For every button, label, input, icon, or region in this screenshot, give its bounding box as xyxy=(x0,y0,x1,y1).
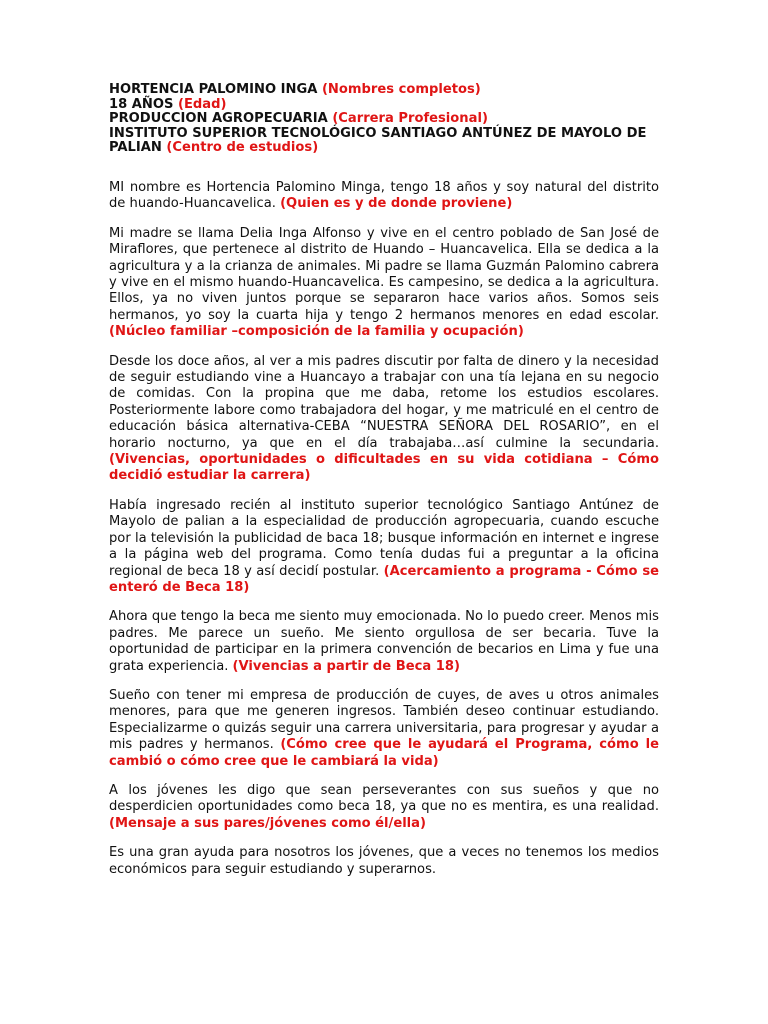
full-name: HORTENCIA PALOMINO INGA xyxy=(109,82,318,97)
paragraph-origin xyxy=(109,180,659,213)
institute-line xyxy=(109,127,659,156)
paragraph-text: Desde los doce años, al ver a mis padres discutir por falta de dinero y la necesidad de seguir estudiando vine a Huancayo a trabajar con una tía lejana en su negocio de comidas. Con la propina que me daba, retome los estudios escolares. Posteriormente labore como trabajadora del hogar, y me matriculé en el centro de educación básica alternativa-CEBA “NUESTRA SEÑORA DEL ROSARIO”, en el horario nocturno, ya que en el día trabajaba…así culmine la secundaria. xyxy=(109,353,659,451)
paragraph-tag: (Acercamiento a programa - Cómo se enteró de Beca 18) xyxy=(109,563,659,595)
paragraph-text: A los jóvenes les digo que sean perseverantes con sus sueños y que no desperdicien oportunidades como beca 18, ya que no es mentira, es una realidad. xyxy=(109,782,659,815)
paragraph-text: Sueño con tener mi empresa de producción de cuyes, de aves u otros animales menores, para que me generen ingresos. También deseo continuar estudiando. Especializarme o quizás seguir una carrera universitaria, para progresar y ayudar a mis padres y hermanos. xyxy=(109,687,659,753)
paragraph-text: Ahora que tengo la beca me siento muy emocionada. No lo puedo creer. Menos mis padres. Me parece un sueño. Me siento orgullosa de ser becaria. Tuve la oportunidad de participar en la primera convención de becarios en Lima y fue una grata experiencia. xyxy=(109,609,659,674)
profile-header xyxy=(109,83,659,156)
name-tag: (Nombres completos) xyxy=(321,82,481,97)
age: 18 AÑOS xyxy=(109,96,174,112)
paragraph-program-approach xyxy=(109,498,659,596)
paragraph-dreams xyxy=(109,688,659,770)
career: PRODUCCION AGROPECUARIA xyxy=(109,111,328,127)
paragraph-family xyxy=(109,226,659,341)
paragraph-text: Mi madre se llama Delia Inga Alfonso y vive en el centro poblado de San José de Miraflores, que pertenece al distrito de Huando – Huancavelica. Ella se dedica a la agricultura y a la crianza de animales. Mi padre se llama Guzmán Palomino cabrera y vive en el mismo huando-Huancavelica. Es campesino, se dedica a la agricultura. Ellos, ya no viven juntos porque se separaron hace varios años. Somos seis hermanos, yo soy la cuarta hija y tengo 2 hermanos menores en edad escolar. xyxy=(109,225,659,323)
paragraph-message xyxy=(109,783,659,832)
paragraph-experiences xyxy=(109,354,659,485)
name-line xyxy=(109,83,659,98)
paragraph-tag: (Núcleo familiar –composición de la familia y ocupación) xyxy=(109,324,524,340)
paragraph-beca-experience xyxy=(109,609,659,675)
paragraph-closing xyxy=(109,845,659,878)
paragraph-tag: (Vivencias, oportunidades o dificultades en su vida cotidiana – Cómo decidió estudiar la carrera) xyxy=(109,452,659,484)
age-line xyxy=(109,98,659,113)
age-tag: (Edad) xyxy=(178,96,227,112)
paragraph-text: MI nombre es Hortencia Palomino Minga, tengo 18 años y soy natural del distrito de huando-Huancavelica. xyxy=(109,179,659,212)
institute-tag: (Centro de estudios) xyxy=(166,140,319,156)
institute: INSTITUTO SUPERIOR TECNOLÓGICO SANTIAGO ANTÚNEZ DE MAYOLO DE PALIAN xyxy=(109,125,647,156)
paragraph-tag: (Quien es y de donde proviene) xyxy=(280,196,513,212)
paragraph-tag: (Cómo cree que le ayudará el Programa, cómo le cambió o cómo cree que le cambiará la vida) xyxy=(109,737,659,769)
paragraph-text: Es una gran ayuda para nosotros los jóvenes, que a veces no tenemos los medios económicos para seguir estudiando y superarnos. xyxy=(109,845,659,877)
paragraph-tag: (Mensaje a sus pares/jóvenes como él/ella) xyxy=(109,815,426,831)
paragraph-text: Había ingresado recién al instituto superior tecnológico Santiago Antúnez de Mayolo de palian a la especialidad de producción agropecuaria, cuando escuche por la televisión la publicidad de baca 18; busque información en internet e ingrese a la página web del programa. Como tenía dudas fui a preguntar a la oficina regional de beca 18 y así decidí postular. xyxy=(109,497,659,579)
paragraph-tag: (Vivencias a partir de Beca 18) xyxy=(232,658,460,674)
career-line xyxy=(109,112,659,127)
career-tag: (Carrera Profesional) xyxy=(332,111,488,127)
